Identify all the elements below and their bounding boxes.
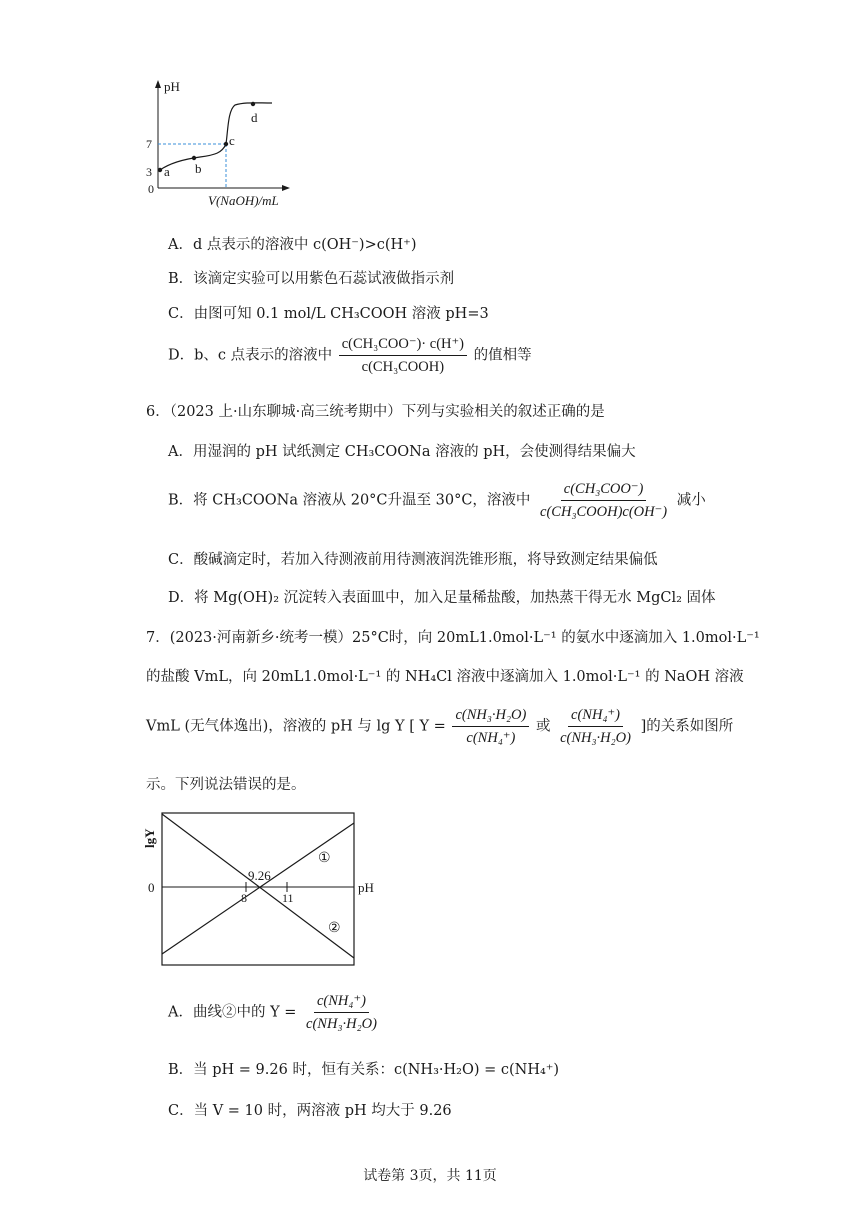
label-a: a: [164, 164, 170, 179]
zero-label: 0: [148, 880, 155, 895]
curve-1-label: ①: [318, 851, 331, 866]
q6-option-b: [168, 480, 706, 521]
page-footer: 试卷第 3页，共 11页: [363, 1168, 497, 1184]
tick-11-label: 11: [282, 891, 294, 905]
y-axis-arrow: [155, 80, 161, 88]
q6-option-a: A．用湿润的 pH 试纸测定 CH₃COONa 溶液的 pH，会使测得结果偏大: [168, 444, 636, 460]
curve-2-line: [162, 814, 354, 958]
q7-option-a-fraction: [303, 992, 380, 1033]
q7-option-a-denominator: c(NH₃·H₂O): [306, 1016, 377, 1032]
q5-option-d-suffix: 的值相等: [473, 347, 532, 364]
q7-fraction-1-numerator: c(NH₃·H₂O): [452, 706, 529, 727]
q6-option-b-prefix: B．将 CH₃COONa 溶液从 20°C升温至 30°C，溶液中: [168, 492, 531, 509]
q7-line3-or: 或: [535, 718, 551, 735]
q7-option-a-prefix: A．曲线②中的 Y =: [168, 1004, 297, 1021]
intersection-label: 9.26: [248, 868, 271, 883]
q7-stem-line4: 示。下列说法错误的是。: [146, 777, 306, 793]
q7-option-c: C．当 V = 10 时，两溶液 pH 均大于 9.26: [168, 1103, 452, 1119]
q5-option-b: B．该滴定实验可以用紫色石蕊试液做指示剂: [168, 271, 455, 287]
q7-fraction-1: [452, 706, 529, 747]
q7-line3-suffix: ]的关系如图所: [640, 718, 734, 735]
q6-option-b-denominator: c(CH₃COOH)c(OH⁻): [540, 504, 668, 520]
q5-option-d-numerator: c(CH₃COO⁻)· c(H⁺): [339, 335, 467, 356]
q6-option-d: D．将 Mg(OH)₂ 沉淀转入表面皿中，加入足量稀盐酸，加热蒸干得无水 MgCl₂ 固体: [168, 590, 716, 606]
curve-2-label: ②: [328, 921, 341, 936]
q7-fraction-1-denominator: c(NH₄⁺): [466, 730, 516, 746]
q5-option-a: A．d 点表示的溶液中 c(OH⁻)>c(H⁺): [168, 237, 417, 253]
q7-option-a-numerator: c(NH₄⁺): [314, 992, 369, 1013]
q7-fraction-2-denominator: c(NH₃·H₂O): [560, 730, 631, 746]
q6-stem: 6．（2023 上·山东聊城·高三统考期中）下列与实验相关的叙述正确的是: [146, 404, 605, 420]
y-axis-label: pH: [164, 79, 180, 94]
point-b: [192, 156, 196, 160]
q6-option-b-fraction: [537, 480, 670, 521]
x-axis-label: pH: [358, 880, 374, 895]
tick-7: 7: [146, 137, 152, 151]
q5-option-d-fraction: [339, 335, 467, 376]
tick-3: 3: [146, 165, 152, 179]
lgy-ph-chart: [140, 808, 390, 970]
tick-8-label: 8: [241, 891, 247, 905]
x-axis-label: V(NaOH)/mL: [208, 193, 279, 208]
x-axis-arrow: [282, 185, 290, 191]
point-d: [251, 102, 255, 106]
label-d: d: [251, 110, 258, 125]
q5-option-d: [168, 335, 532, 376]
q7-stem-line1: 7．(2023·河南新乡·统考一模）25°C时，向 20mL1.0mol·L⁻¹ 的氨水中逐滴加入 1.0mol·L⁻¹: [146, 630, 760, 646]
tick-0: 0: [148, 182, 154, 196]
point-c: [224, 142, 228, 146]
q7-fraction-2-numerator: c(NH₄⁺): [568, 706, 623, 727]
q5-option-d-prefix: D．b、c 点表示的溶液中: [168, 347, 333, 364]
q6-option-c: C．酸碱滴定时，若加入待测液前用待测液润洗锥形瓶，将导致测定结果偏低: [168, 552, 658, 568]
curve-1-line: [162, 823, 354, 954]
q7-option-b: B．当 pH = 9.26 时，恒有关系：c(NH₃·H₂O) = c(NH₄⁺): [168, 1062, 560, 1078]
q5-option-c: C．由图可知 0.1 mol/L CH₃COOH 溶液 pH=3: [168, 306, 489, 322]
q7-line3-prefix: VmL (无气体逸出)，溶液的 pH 与 lg Y [ Y =: [146, 718, 446, 735]
point-a: [158, 168, 162, 172]
q7-option-a: [168, 992, 382, 1033]
titration-chart: [140, 75, 300, 215]
label-c: c: [229, 133, 235, 148]
label-b: b: [195, 161, 202, 176]
q7-fraction-2: [557, 706, 634, 747]
y-axis-label: lgY: [142, 828, 157, 848]
q7-stem-line3: [146, 706, 733, 747]
q6-option-b-suffix: 减小: [676, 492, 706, 509]
q6-option-b-numerator: c(CH₃COO⁻): [561, 480, 647, 501]
q7-stem-line2: 的盐酸 VmL，向 20mL1.0mol·L⁻¹ 的 NH₄Cl 溶液中逐滴加入 1.0mol·L⁻¹ 的 NaOH 溶液: [146, 669, 744, 685]
q5-option-d-denominator: c(CH₃COOH): [361, 359, 445, 375]
